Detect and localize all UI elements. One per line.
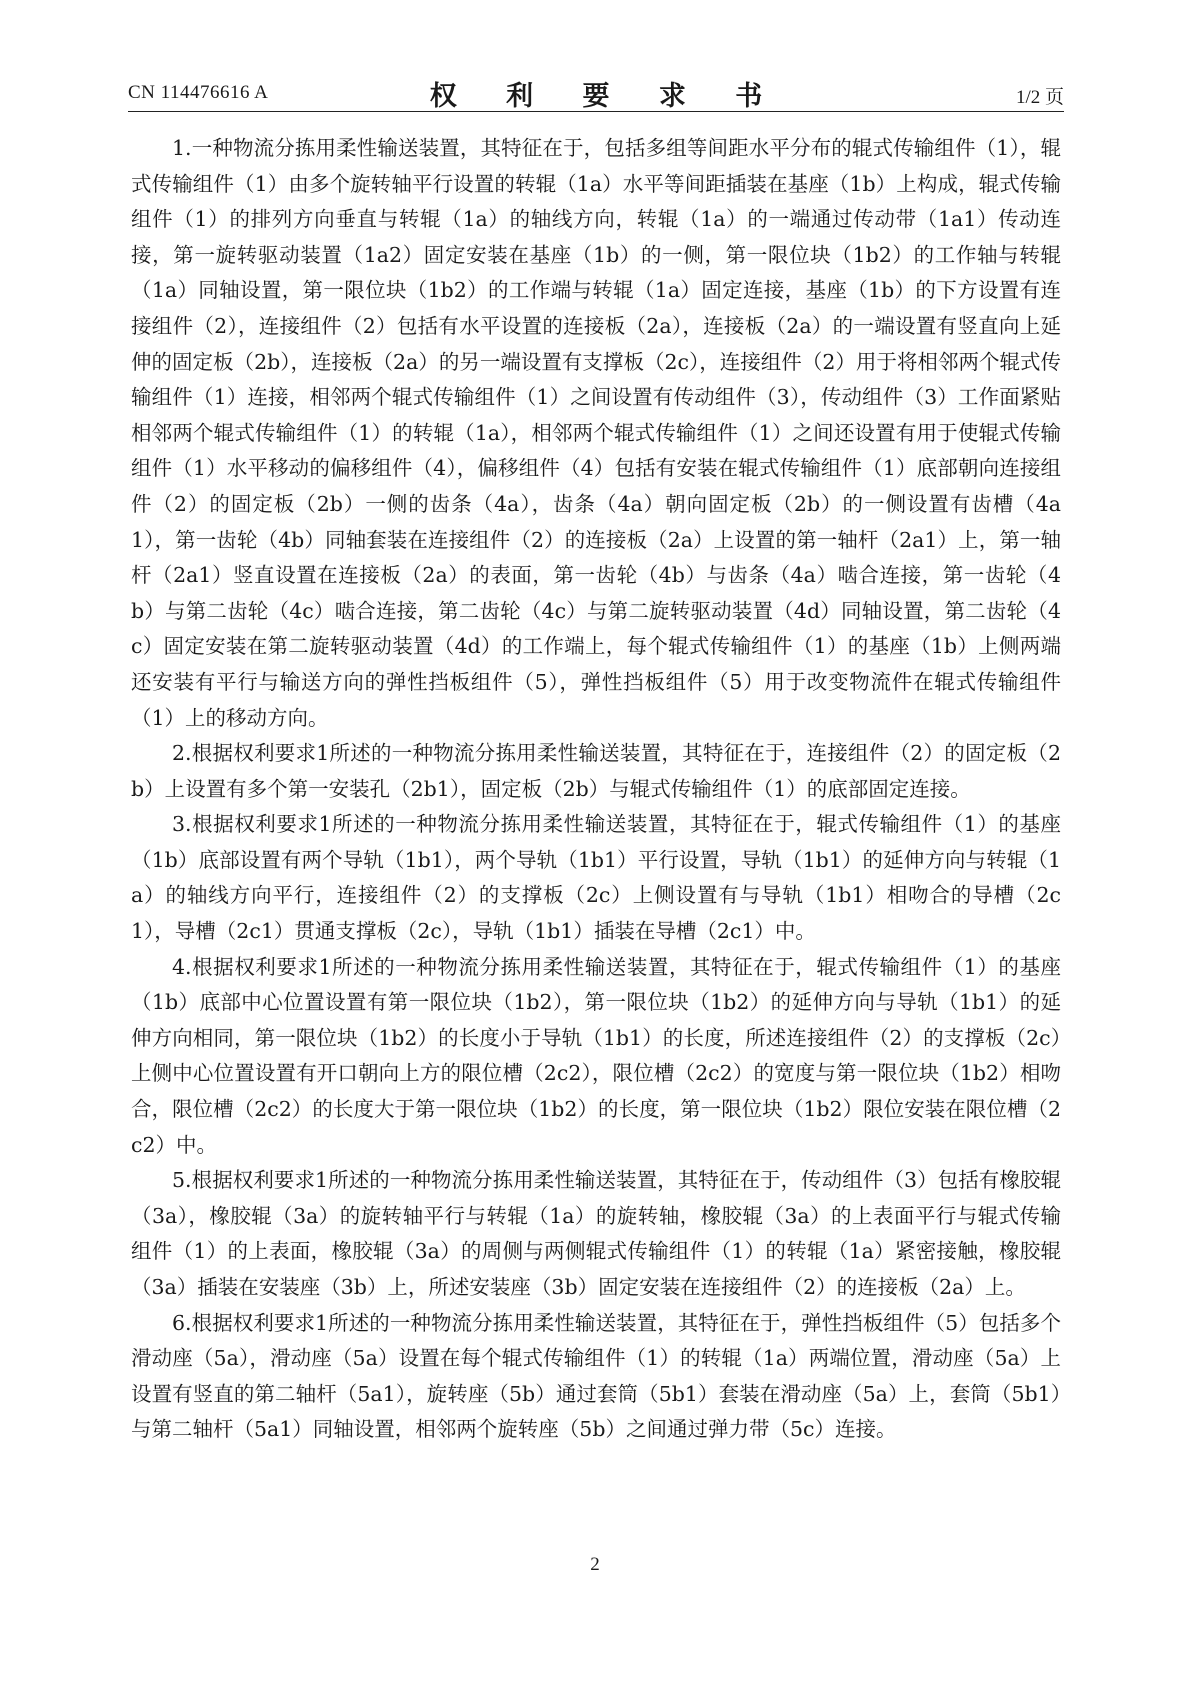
publication-number: CN 114476616 A <box>128 82 269 103</box>
claim-6: 6.根据权利要求1所述的一种物流分拣用柔性输送装置，其特征在于，弹性挡板组件（5）包括多个滑动座（5a），滑动座（5a）设置在每个辊式传输组件（1）的转辊（1a）两端位置，滑动座（5a）上设置有竖直的第二轴杆（5a1），旋转座（5b）通过套筒（5b1）套装在滑动座（5a）上，套筒（5b1）与第二轴杆（5a1）同轴设置，相邻两个旋转座（5b）之间通过弹力带（5c）连接。 <box>131 1310 1061 1442</box>
document-title: 权 利 要 求 书 <box>429 81 783 112</box>
claim-5: 5.根据权利要求1所述的一种物流分拣用柔性输送装置，其特征在于，传动组件（3）包括有橡胶辊（3a），橡胶辊（3a）的旋转轴平行与转辊（1a）的旋转轴，橡胶辊（3a）的上表面平行与辊式传输组件（1）的上表面，橡胶辊（3a）的周侧与两侧辊式传输组件（1）的转辊（1a）紧密接触，橡胶辊（3a）插装在安装座（3b）上，所述安装座（3b）固定安装在连接组件（2）的连接板（2a）上。 <box>131 1168 1061 1299</box>
claim-4: 4.根据权利要求1所述的一种物流分拣用柔性输送装置，其特征在于，辊式传输组件（1）的基座（1b）底部中心位置设置有第一限位块（1b2），第一限位块（1b2）的延伸方向与导轨（1b1）的延伸方向相同，第一限位块（1b2）的长度小于导轨（1b1）的长度，所述连接组件（2）的支撑板（2c）上侧中心位置设置有开口朝向上方的限位槽（2c2），限位槽（2c2）的宽度与第一限位块（1b2）相吻合，限位槽（2c2）的长度大于第一限位块（1b2）的长度，第一限位块（1b2）限位安装在限位槽（2c2）中。 <box>131 954 1061 1157</box>
header-divider <box>128 111 1064 112</box>
claim-3: 3.根据权利要求1所述的一种物流分拣用柔性输送装置，其特征在于，辊式传输组件（1）的基座（1b）底部设置有两个导轨（1b1），两个导轨（1b1）平行设置，导轨（1b1）的延伸方向与转辊（1a）的轴线方向平行，连接组件（2）的支撑板（2c）上侧设置有与导轨（1b1）相吻合的导槽（2c1），导槽（2c1）贯通支撑板（2c），导轨（1b1）插装在导槽（2c1）中。 <box>131 812 1061 944</box>
claim-1: 1.一种物流分拣用柔性输送装置，其特征在于，包括多组等间距水平分布的辊式传输组件（1），辊式传输组件（1）由多个旋转轴平行设置的转辊（1a）水平等间距插装在基座（1b）上构成，辊式传输组件（1）的排列方向垂直与转辊（1a）的轴线方向，转辊（1a）的一端通过传动带（1a1）传动连接，第一旋转驱动装置（1a2）固定安装在基座（1b）的一侧，第一限位块（1b2）的工作轴与转辊（1a）同轴设置，第一限位块（1b2）的工作端与转辊（1a）固定连接，基座（1b）的下方设置有连接组件（2），连接组件（2）包括有水平设置的连接板（2a），连接板（2a）的一端设置有竖直向上延伸的固定板（2b），连接板（2a）的另一端设置有支撑板（2c），连接组件（2）用于将相邻两个辊式传输组件（1）连接，相邻两个辊式传输组件（1）之间设置有传动组件（3），传动组件（3）工作面紧贴相邻两个辊式传输组件（1）的转辊（1a），相邻两个辊式传输组件（1）之间还设置有用于使辊式传输组件（1）水平移动的偏移组件（4），偏移组件（4）包括有安装在辊式传输组件（1）底部朝向连接组件（2）的固定板（2b）一侧的齿条（4a），齿条（4a）朝向固定板（2b）的一侧设置有齿槽（4a1），第一齿轮（4b）同轴套装在连接组件（2）的连接板（2a）上设置的第一轴杆（2a1）上，第一轴杆（2a1）竖直设置在连接板（2a）的表面，第一齿轮（4b）与齿条（4a）啮合连接，第一齿轮（4b）与第二齿轮（4c）啮合连接，第二齿轮（4c）与第二旋转驱动装置（4d）同轴设置，第二齿轮（4c）固定安装在第二旋转驱动装置（4d）的工作端上，每个辊式传输组件（1）的基座（1b）上侧两端还安装有平行与输送方向的弹性挡板组件（5），弹性挡板组件（5）用于改变物流件在辊式传输组件（1）上的移动方向。 <box>131 136 1061 730</box>
claims-body <box>131 131 1061 1448</box>
claim-2: 2.根据权利要求1所述的一种物流分拣用柔性输送装置，其特征在于，连接组件（2）的固定板（2b）上设置有多个第一安装孔（2b1），固定板（2b）与辊式传输组件（1）的底部固定连接。 <box>131 741 1061 801</box>
page-header <box>128 74 1064 114</box>
page-number: 2 <box>590 1554 600 1575</box>
page-indicator: 1/2 页 <box>1015 87 1064 108</box>
